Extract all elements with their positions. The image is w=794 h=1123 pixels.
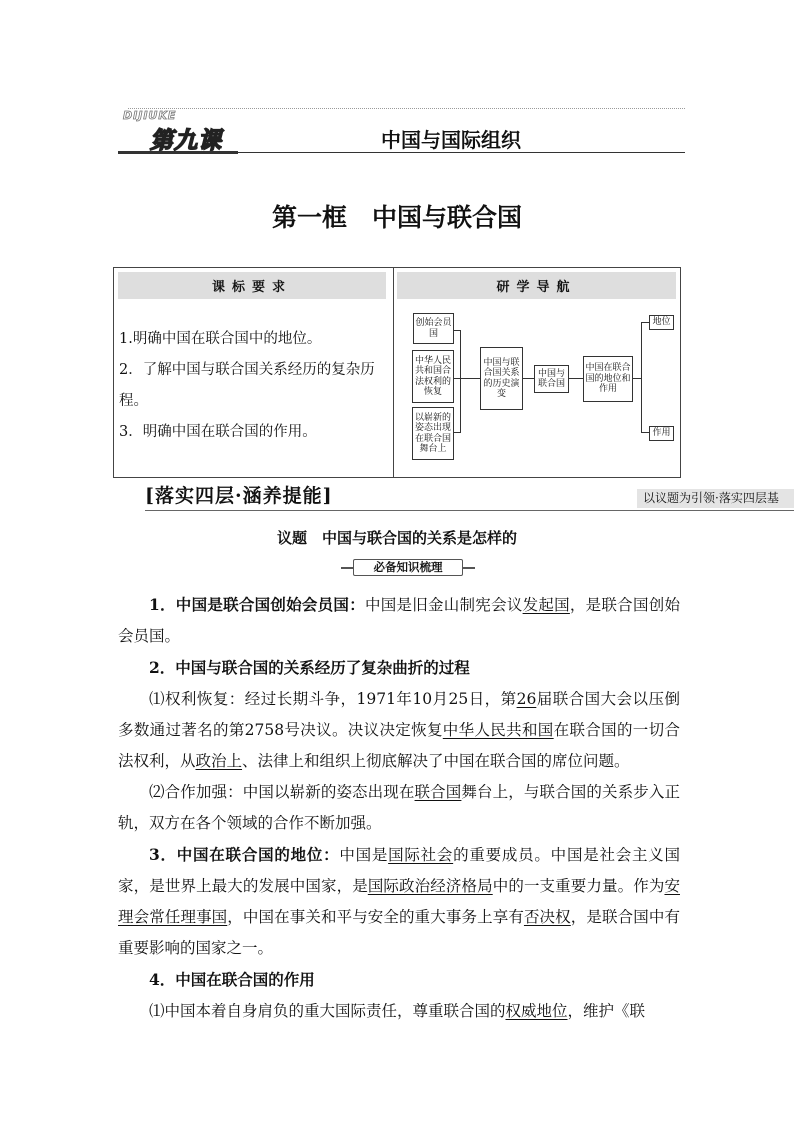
paragraph <box>118 839 680 964</box>
text-run: 中国是 <box>339 846 389 864</box>
text-run: ⑴权利恢复：经过长期斗争，1971年10月25日，第 <box>149 690 517 708</box>
header-dotted-line <box>128 108 685 109</box>
point-heading: 2．中国与联合国的关系经历了复杂曲折的过程 <box>149 658 470 677</box>
key-term: 联合国 <box>414 783 462 801</box>
text-run: ，中国在事关和平与安全的重大事务上享有 <box>227 908 524 926</box>
rights-restored-box: 中华人民共和国合法权利的恢复 <box>412 350 454 403</box>
connector-line <box>569 378 583 379</box>
knowledge-label: 必备知识梳理 <box>353 559 463 576</box>
concept-diagram <box>397 302 676 474</box>
connector-line <box>641 432 649 433</box>
point-heading: 4．中国在联合国的作用 <box>149 970 315 989</box>
key-term: 政治上 <box>195 752 243 770</box>
lesson-title: 中国与国际组织 <box>381 128 521 152</box>
text-run: 中的一支重要力量。作为 <box>492 877 665 895</box>
key-term: 安理会常任理事国 <box>118 877 680 926</box>
key-term: 中华人民共和国 <box>442 721 554 739</box>
new-stance-box: 以崭新的姿态出现在联合国舞台上 <box>412 407 454 460</box>
paragraph <box>118 652 680 684</box>
lesson-number: 第九课 <box>150 128 222 154</box>
paragraph <box>118 964 680 996</box>
text-run: ，维护《联 <box>567 1002 646 1020</box>
text-run: 、法律上和组织上彻底解决了中国在联合国的席位问题。 <box>242 752 630 770</box>
header-rule <box>118 152 685 153</box>
key-term: 权威地位 <box>505 1002 568 1020</box>
status-box: 地位 <box>649 315 674 330</box>
body-text <box>118 589 680 1027</box>
connector-line <box>641 322 649 323</box>
text-run: ，是联合国创始会员国。 <box>118 596 680 645</box>
navigation-header: 研学导航 <box>397 272 676 299</box>
text-run: 中国是旧金山制宪会议 <box>364 596 523 614</box>
requirements-list <box>119 324 391 448</box>
connector-line <box>460 330 461 433</box>
paragraph <box>118 996 680 1027</box>
founding-member-box: 创始会员国 <box>413 313 454 344</box>
text-run: ⑵合作加强：中国以崭新的姿态出现在 <box>149 783 415 801</box>
requirement-item: 3．明确中国在联合国的作用。 <box>119 424 317 440</box>
frame-title: 第一框 中国与联合国 <box>271 203 522 232</box>
requirement-item: 2．了解中国与联合国关系经历的复杂历程。 <box>119 362 375 409</box>
topic-heading <box>0 527 794 548</box>
topic-text: 中国与联合国的关系是怎样的 <box>322 529 518 547</box>
text-run: 的重要成员。中国是社会主义国家，是世界上最大的发展中国家，是 <box>118 846 680 895</box>
chapter-header <box>118 108 685 156</box>
connector-line <box>633 378 641 379</box>
curriculum-header: 课标要求 <box>118 272 386 299</box>
section-banner: [落实四层·涵养提能] <box>145 485 333 507</box>
key-term: 发起国 <box>522 596 570 614</box>
text-run: 舞台上，与联合国的关系步入正轨，双方在各个领域的合作不断加强。 <box>118 783 680 832</box>
history-box: 中国与联合国关系的历史演变 <box>480 347 523 410</box>
table-divider <box>393 268 394 477</box>
text-run: 在联合国的一切合法权利，从 <box>118 721 680 770</box>
paragraph <box>118 589 680 652</box>
china-un-box: 中国与联合国 <box>534 365 569 393</box>
key-term: 国际社会 <box>388 846 454 864</box>
key-term: 否决权 <box>523 908 571 926</box>
section-tag: 以议题为引领·落实四层基 <box>637 489 794 508</box>
connector-line <box>641 322 642 433</box>
key-term: 26 <box>516 690 537 708</box>
knowledge-label-box <box>341 559 475 576</box>
banner-rule <box>145 510 794 511</box>
status-role-box: 中国在联合国的地位和作用 <box>583 356 633 402</box>
paragraph <box>118 777 680 839</box>
role-box: 作用 <box>649 426 674 441</box>
standards-table <box>113 267 681 478</box>
connector-line <box>460 378 480 379</box>
point-heading: 3．中国在联合国的地位： <box>149 845 340 864</box>
connector-line <box>523 378 534 379</box>
topic-label: 议题 <box>276 529 307 547</box>
requirement-item: 1.明确中国在联合国中的地位。 <box>119 331 322 347</box>
paragraph <box>118 684 680 777</box>
text-run: 届联合国大会以压倒多数通过著名的第2758号决议。决议决定恢复 <box>118 690 680 739</box>
text-run: ⑴中国本着自身肩负的重大国际责任，尊重联合国的 <box>149 1002 506 1020</box>
point-heading: 1．中国是联合国创始会员国： <box>149 595 365 614</box>
lesson-pinyin: DIJIUKE <box>123 109 177 122</box>
text-run: ，是联合国中有重要影响的国家之一。 <box>118 908 680 957</box>
key-term: 国际政治经济格局 <box>367 877 493 895</box>
